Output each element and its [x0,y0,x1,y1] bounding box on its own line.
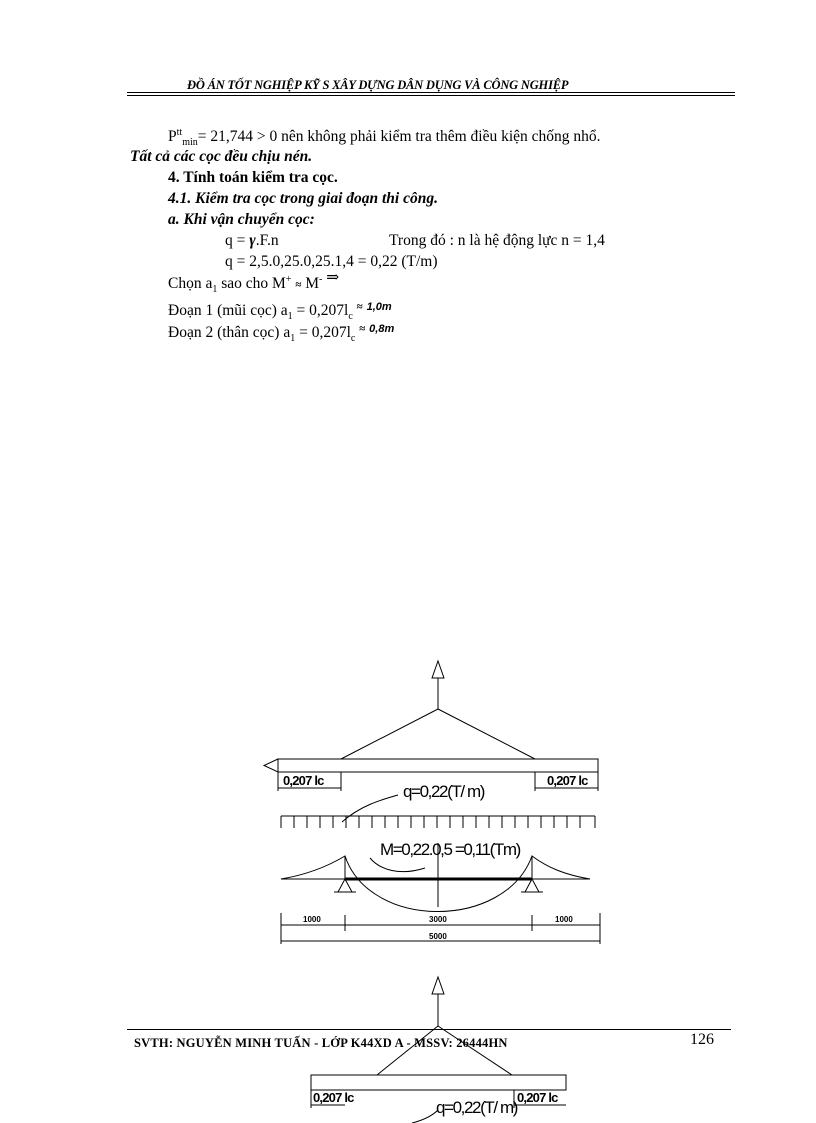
header-rule [127,92,735,93]
choose-a1-line: Chọn $a_1$ sao cho M+ ≈ M- ⇒ [168,269,340,296]
moment-span-curve [345,856,532,912]
p-min-line: $P^{tt}_{min}= 21,744 > 0$ nên không phải kiểm tra thêm điều kiện chống nhổ. [168,126,601,149]
pile-body [278,759,598,772]
pile-tip [264,759,278,772]
right-dim-label-2: 0,207 lc [517,1090,558,1105]
section-4-1-heading: 4.1. Kiểm tra cọc trong giai đoạn thi công. [168,190,438,207]
moment-right-cantilever [532,856,590,879]
support-left-icon [338,879,352,892]
q-formula: q = γ.F.n [225,232,279,249]
dim-label-right: 1000 [555,915,573,924]
q-where-text: Trong đó : n là hệ động lực n = 1,4 [389,232,605,249]
all-piles-line: Tất cả các cọc đều chịu nén. [130,148,313,165]
support-right-icon [525,879,539,892]
right-dim-label: 0,207 lc [547,773,588,788]
page-number: 126 [690,1031,714,1048]
footer-text: SVTH: NGUYỄN MINH TUẤN - LỚP K44XD A - MSSV: 26444HN [134,1036,508,1050]
moment-label: M=0,22.0,5 =0,11(Tm) [380,840,520,859]
dim-label-middle: 3000 [429,915,447,924]
load-label: q=0,22(T/ m) [403,782,484,801]
moment-leader [370,858,425,872]
header-rule [127,95,735,96]
approx-symbol: ≈ [295,279,302,291]
implies-icon: ⇒ [326,269,340,286]
segment-1-line: Đoạn 1 (mũi cọc) $a_1 = 0,207l_c \approx 1,0m$ [168,301,392,323]
load-label-2: q=0,22(T/ m) [436,1098,517,1117]
moment-left-cantilever [281,856,345,879]
section-4-heading: 4. Tính toán kiểm tra cọc. [168,169,338,186]
hook-arrow-icon-2 [432,977,444,994]
left-dim-label: 0,207 lc [283,773,324,788]
section-a-heading: a. Khi vận chuyển cọc: [168,211,315,228]
sling-right [438,709,535,759]
hook-arrow-icon [432,661,444,678]
load-leader [342,795,398,822]
left-dim-label-2: 0,207 lc [313,1090,354,1105]
dim-label-total: 5000 [429,932,447,941]
footer-rule [127,1029,731,1030]
page-header-title: ĐỒ ÁN TỐT NGHIỆP KỸ S XÂY DỰNG DÂN DỤNG VÀ CÔNG NGHIỆP [187,78,569,92]
pile-body-2 [311,1075,566,1090]
load-arrows [281,816,595,828]
segment-2-line: Đoạn 2 (thân cọc) $a_1 = 0,207l_c \approx 0,8m$ [168,323,395,345]
sling-left [341,709,438,759]
dim-label-left: 1000 [303,915,321,924]
q-calc: q = 2,5.0,25.0,25.1,4 = 0,22 (T/m) [225,253,438,270]
